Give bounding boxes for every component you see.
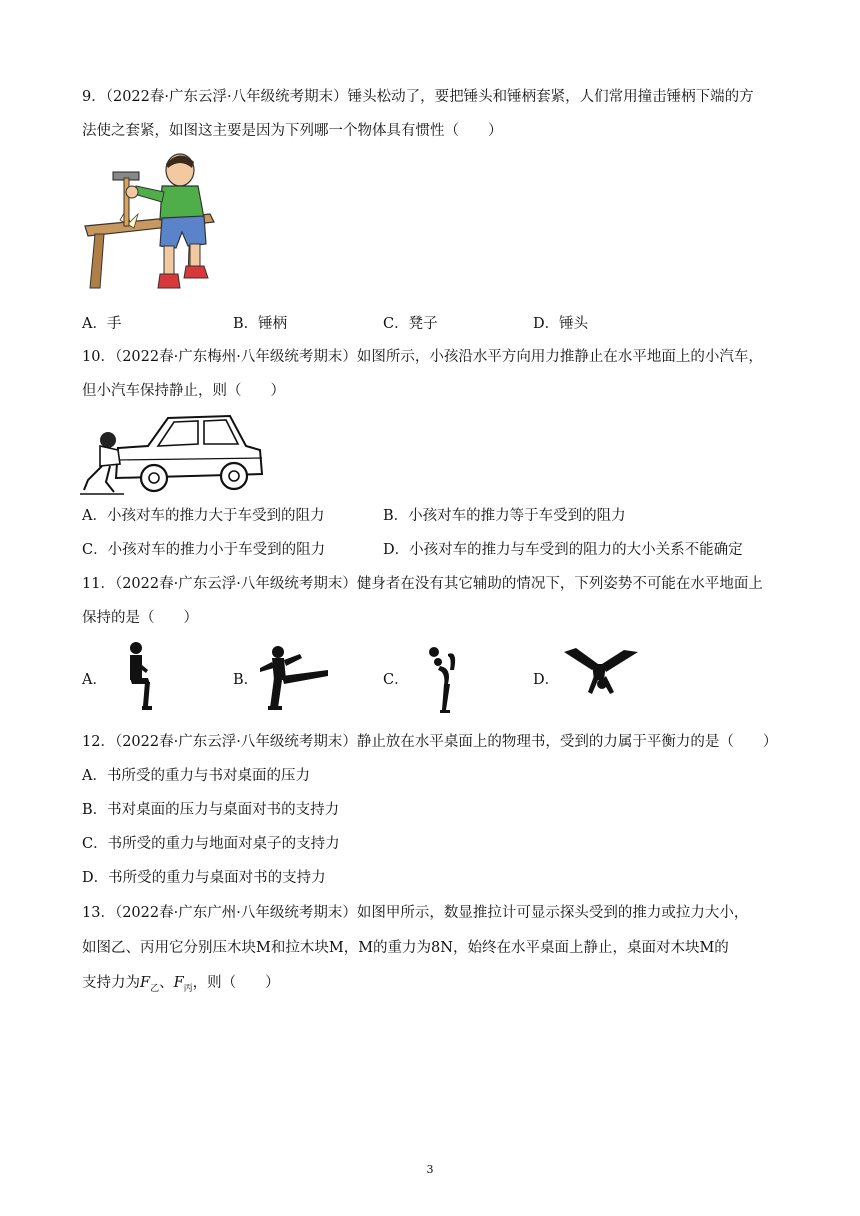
force-separator: 、 bbox=[159, 975, 174, 991]
q13-stem-line1: 13．（2022春·广东广州·八年级统考期末）如图甲所示，数显推拉计可显示探头受到的推力或拉力大小， bbox=[82, 905, 749, 921]
child-pushing-car-figure bbox=[80, 410, 266, 498]
split-handstand-pose-figure bbox=[562, 646, 640, 696]
force-symbol-1: F bbox=[140, 975, 151, 991]
q9-option-c: C．凳子 bbox=[383, 316, 438, 332]
q12-option-b: B．书对桌面的压力与桌面对书的支持力 bbox=[82, 802, 340, 818]
q11-stem-line1: 11．（2022春·广东云浮·八年级统考期末）健身者在没有其它辅助的情况下，下列姿势不可能在水平地面上 bbox=[82, 576, 763, 592]
q13-line3-suffix: ，则（ ） bbox=[192, 975, 280, 991]
q9-option-d: D．锤头 bbox=[533, 316, 589, 332]
q10-stem-line1: 10．（2022春·广东梅州·八年级统考期末）如图所示，小孩沿水平方向用力推静止在水平地面上的小汽车， bbox=[82, 349, 763, 365]
q11-stem-line2: 保持的是（ ） bbox=[82, 610, 198, 626]
kick-pose-figure bbox=[256, 644, 332, 712]
sitting-pose-figure bbox=[112, 640, 154, 712]
hammer-bench-figure bbox=[80, 148, 220, 300]
q10-stem-line2: 但小汽车保持静止，则（ ） bbox=[82, 383, 285, 399]
page-number: 3 bbox=[426, 1163, 434, 1176]
q11-option-a: A． bbox=[82, 672, 107, 688]
q13-line3-prefix: 支持力为 bbox=[82, 975, 140, 991]
q12-stem-line1: 12．（2022春·广东云浮·八年级统考期末）静止放在水平桌面上的物理书，受到的力属于平衡力的是（ ） bbox=[82, 734, 778, 750]
q11-option-c: C． bbox=[383, 672, 409, 688]
force-symbol-2: F bbox=[173, 975, 184, 991]
q11-option-d: D． bbox=[533, 672, 560, 688]
force-subscript-1: 乙 bbox=[150, 983, 160, 994]
q12-option-c: C．书所受的重力与地面对桌子的支持力 bbox=[82, 836, 340, 852]
q9-option-b: B．锤柄 bbox=[233, 316, 288, 332]
q10-option-a: A．小孩对车的推力大于车受到的阻力 bbox=[82, 508, 325, 524]
q10-option-c: C．小孩对车的推力小于车受到的阻力 bbox=[82, 542, 326, 558]
q9-stem-line2: 法使之套紧，如图这主要是因为下列哪一个物体具有惯性（ ） bbox=[82, 123, 503, 139]
q13-stem-line3 bbox=[82, 973, 280, 999]
q9-option-a: A．手 bbox=[82, 316, 122, 332]
q13-stem-line2: 如图乙、丙用它分别压木块M和拉木块M，M的重力为8N，始终在水平桌面上静止，桌面对木块M的 bbox=[82, 940, 729, 956]
q10-option-d: D．小孩对车的推力与车受到的阻力的大小关系不能确定 bbox=[383, 542, 743, 558]
q12-option-d: D．书所受的重力与桌面对书的支持力 bbox=[82, 870, 326, 886]
q11-option-b: B． bbox=[233, 672, 259, 688]
force-subscript-2: 丙 bbox=[183, 983, 193, 994]
q10-option-b: B．小孩对车的推力等于车受到的阻力 bbox=[383, 508, 626, 524]
q12-option-a: A．书所受的重力与书对桌面的压力 bbox=[82, 768, 310, 784]
gymnast-leg-up-pose-figure bbox=[424, 646, 468, 714]
q9-stem-line1: 9．（2022春·广东云浮·八年级统考期末）锤头松动了，要把锤头和锤柄套紧，人们常用撞击锤柄下端的方 bbox=[82, 89, 754, 105]
